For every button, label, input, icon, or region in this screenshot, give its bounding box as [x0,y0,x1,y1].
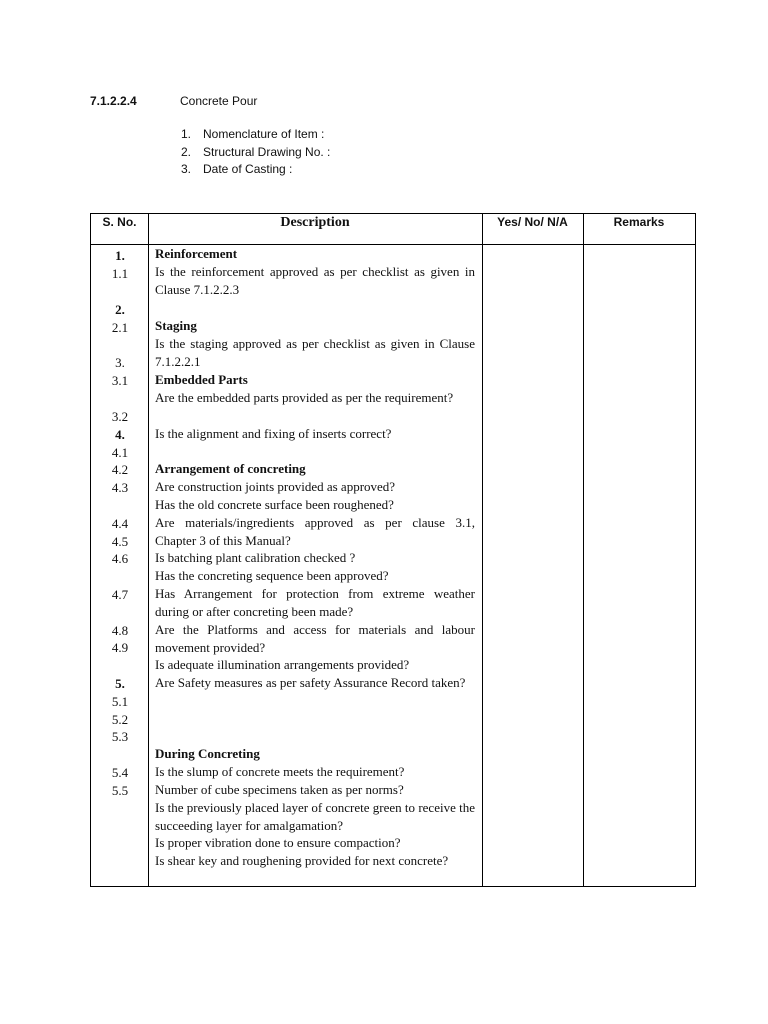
info-item-number: 2. [181,144,192,159]
checklist-question: Are the embedded parts provided as per the requirement? [155,390,454,405]
checklist-question: Is adequate illumination arrangements provided? [155,657,410,672]
serial-number: 4.6 [111,551,129,566]
checklist-question: Is the slump of concrete meets the requirement? [155,764,405,779]
checklist-question: Has the old concrete surface been roughened? [155,497,394,512]
serial-number: 4.1 [111,445,129,460]
serial-number: 4.5 [111,534,129,549]
checklist-question: Number of cube specimens taken as per norms? [155,782,404,797]
checklist-table [90,213,696,887]
checklist-question: Is the previously placed layer of concrete green to receive the succeeding layer for amalgamation? [155,800,475,833]
section-number: 7.1.2.2.4 [90,94,137,108]
checklist-question: Are materials/ingredients approved as per clause 3.1, Chapter 3 of this Manual? [155,515,475,548]
header-description: Description [280,215,350,230]
checklist-question: Is proper vibration done to ensure compaction? [155,835,401,850]
serial-number: 5.4 [111,765,129,780]
serial-number: 5. [115,676,125,691]
section-heading-text: Reinforcement [155,246,238,261]
column-divider [482,214,483,886]
serial-number: 3.2 [111,409,129,424]
serial-number: 5.5 [111,783,129,798]
serial-number: 3.1 [111,373,129,388]
serial-number: 4.2 [111,462,129,477]
section-title: Concrete Pour [180,94,258,108]
checklist-question: Is the alignment and fixing of inserts correct? [155,426,392,441]
serial-number: 3. [115,355,125,370]
info-item-label: Nomenclature of Item : [203,127,325,141]
serial-number: 2.1 [111,320,129,335]
info-item-label: Date of Casting : [203,162,293,176]
serial-number: 4.7 [111,587,129,602]
checklist-question: Is batching plant calibration checked ? [155,550,356,565]
checklist-question: Is the reinforcement approved as per checklist as given in Clause 7.1.2.2.3 [155,264,475,297]
info-item-number: 3. [181,162,192,176]
checklist-question: Has the concreting sequence been approved? [155,568,389,583]
checklist-question: Are construction joints provided as approved? [155,479,396,494]
section-heading-text: Embedded Parts [155,372,248,387]
section-heading-text: During Concreting [155,746,260,761]
serial-number: 2. [115,302,125,317]
serial-number: 5.1 [111,694,129,709]
serial-number: 5.2 [111,712,129,727]
checklist-question: Are the Platforms and access for materials and labour movement provided? [155,622,475,655]
checklist-question: Is the staging approved as per checklist as given in Clause 7.1.2.2.1 [155,336,475,369]
serial-number: 4.9 [111,640,129,655]
serial-number: 5.3 [111,729,129,744]
checklist-question: Has Arrangement for protection from extreme weather during or after concreting been made? [155,586,475,619]
serial-number: 1.1 [111,266,129,281]
info-item-label: Structural Drawing No. : [203,144,331,159]
header-remarks: Remarks [613,215,665,229]
checklist-question: Are Safety measures as per safety Assurance Record taken? [155,675,466,690]
info-item-number: 1. [181,127,192,141]
section-heading-text: Arrangement of concreting [155,461,306,476]
serial-number: 4.4 [111,516,129,531]
header-sno: S. No. [102,215,137,229]
checklist-question: Is shear key and roughening provided for next concrete? [155,853,449,868]
serial-number: 4.8 [111,623,129,638]
header-yes-no-na: Yes/ No/ N/A [497,215,568,229]
column-divider [583,214,584,886]
section-heading-text: Staging [155,318,197,333]
serial-number: 1. [115,248,125,263]
serial-number: 4.3 [111,480,129,495]
serial-number: 4. [115,427,125,442]
